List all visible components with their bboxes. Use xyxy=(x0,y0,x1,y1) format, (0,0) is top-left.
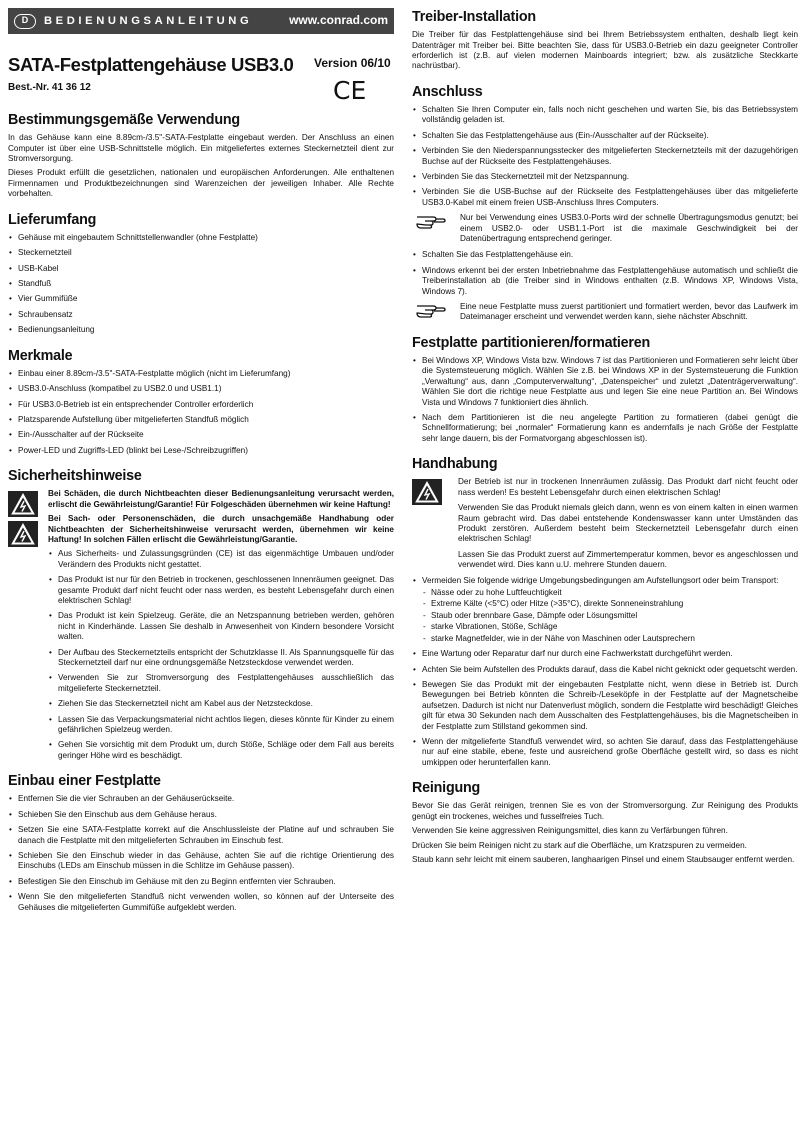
list-item: • Vier Gummifüße xyxy=(8,294,394,304)
list-item: • Verbinden Sie die USB-Buchse auf der Rückseite des Festplattengehäuses über das mitgelieferte USB3.0-Kabel mit einem freien USB-Anschluss Ihres Computers. xyxy=(412,187,798,208)
safety-warning-text: Bei Schäden, die durch Nichtbeachten dieser Bedienungsanleitung verursacht werden, erlischt die Gewährleistung/Garantie! Für Folgeschäden übernehmen wir keine Haftung! xyxy=(48,489,394,509)
list-item: • Lassen Sie das Verpackungsmaterial nicht achtlos liegen, dieses könnte für Kinder zu einem gefährlichen Spielzeug werden. xyxy=(48,715,394,736)
handling-warning-block xyxy=(412,477,798,570)
list-item: • Schalten Sie das Festplattengehäuse aus (Ein-/Ausschalter auf der Rückseite). xyxy=(412,131,798,141)
list-item: • Das Produkt ist kein Spielzeug. Geräte, die an Netzspannung betrieben werden, gehören nicht in Kinderhände. Lassen Sie deshalb in Anwesenheit von Kindern besondere Vorsicht walten. xyxy=(48,611,394,642)
list-item: • Bewegen Sie das Produkt mit der eingebauten Festplatte nicht, wenn diese in Betrieb ist. Durch Bewegungen bei Betrieb könnten die Schreib-/Leseköpfe in der Festplatte auf der Magnetscheibe aufsetzen. Dadurch ist nicht nur Datenverlust möglich, sondern die Festplatte wird beschädigt! Gleiches gilt für etwa 30 Sekunden nach dem Ausschalten des Festplattengehäuses, bis die Magnetscheiben in der Festplatte zum Stillstand gekommen sind. xyxy=(412,680,798,732)
list-item: • Power-LED und Zugriffs-LED (blinkt bei Lese-/Schreibzugriffen) xyxy=(8,446,394,456)
pointing-hand-icon xyxy=(416,302,446,321)
paragraph: Drücken Sie beim Reinigen nicht zu stark auf die Oberfläche, um Kratzspuren zu vermeiden. xyxy=(412,840,747,850)
language-badge: D xyxy=(14,14,36,29)
list-item: • USB-Kabel xyxy=(8,264,394,274)
paragraph: Der Betrieb ist nur in trockenen Innenräumen zulässig. Das Produkt darf nicht feucht oder nass werden! Es besteht Lebensgefahr durch einen elektrischen Schlag! xyxy=(458,477,798,497)
note-partition xyxy=(412,302,798,323)
note-text: Eine neue Festplatte muss zuerst partitioniert und formatiert werden, bevor das Laufwerk im Dateimanager erscheint und verwendet werden kann, siehe nächster Abschnitt. xyxy=(460,302,798,322)
paragraph: Verwenden Sie das Produkt niemals gleich dann, wenn es von einem kalten in einen warmen Raum gebracht wird. Das dabei entstehende Kondenswasser kann unter Umständen das Produkt zerstören. Außerdem besteht beim Steckernetzteil Lebensgefahr durch einen elektrischen Schlag! xyxy=(458,503,798,544)
paragraph: Dieses Produkt erfüllt die gesetzlichen, nationalen und europäischen Anforderungen. Alle enthaltenen Firmennamen und Produktbezeichnungen sind Warenzeichen der jeweiligen Inhaber. Alle Rechte vorbehalten. xyxy=(8,168,394,199)
einbau-list xyxy=(8,794,394,913)
list-item: • Nach dem Partitionieren ist die neu angelegte Partition zu formatieren (dabei genügt die Schnellformatierung; bei „normaler“ Formatierung kann es andernfalls je nach Größe der Festplatte sehr lange dauern, bis der Formatvorgang abgeschlossen ist). xyxy=(412,413,798,444)
list-item: • Verbinden Sie den Niederspannungsstecker des mitgelieferten Steckernetzteils mit der dazugehörigen Buchse auf der Rückseite des Festplattengehäuses. xyxy=(412,146,798,167)
warning-icons xyxy=(412,479,442,509)
list-item: • Schraubensatz xyxy=(8,310,394,320)
header-title: BEDIENUNGSANLEITUNG xyxy=(44,14,253,27)
paragraph: Lassen Sie das Produkt zuerst auf Zimmertemperatur kommen, bevor es angeschlossen und verwendet wird. Dies kann u.U. mehrere Stunden dauern. xyxy=(458,549,798,570)
high-voltage-warning-icon xyxy=(8,491,38,517)
page-title: SATA-Festplattengehäuse USB3.0 xyxy=(8,54,294,75)
list-item: • Wenn Sie den mitgelieferten Standfuß nicht verwenden wollen, so können auf der Unterseite des Gehäuses die mitgelieferten Gummifüße aufgeklebt werden. xyxy=(8,892,394,913)
list-item: • Schieben Sie den Einschub wieder in das Gehäuse, achten Sie auf die richtige Orientierung des Einschubs (LEDs am Einschub müssen in die Schlitze im Gehäuse passen). xyxy=(8,851,394,872)
safety-block xyxy=(8,489,394,761)
conditions-list xyxy=(422,588,798,644)
list-item: • Schalten Sie Ihren Computer ein, falls noch nicht geschehen und warten Sie, bis das Betriebssystem vollständig geladen ist. xyxy=(412,105,798,126)
list-item: • Aus Sicherheits- und Zulassungsgründen (CE) ist das eigenmächtige Umbauen und/oder Verändern des Produkts nicht gestattet. xyxy=(48,549,394,570)
header-url: www.conrad.com xyxy=(289,13,388,28)
list-item: - Nässe oder zu hohe Luftfeuchtigkeit xyxy=(422,588,798,598)
paragraph: Verwenden Sie keine aggressiven Reinigungsmittel, dies kann zu Verfärbungen führen. xyxy=(412,826,728,836)
heading-treiber: Treiber-Installation xyxy=(412,9,536,25)
list-item xyxy=(412,576,798,644)
version-label: Version 06/10 xyxy=(314,56,391,70)
high-voltage-warning-icon xyxy=(412,479,442,505)
list-item: • USB3.0-Anschluss (kompatibel zu USB2.0 und USB1.1) xyxy=(8,384,394,394)
list-item: - Staub oder brennbare Gase, Dämpfe oder Lösungsmittel xyxy=(422,611,798,621)
list-item: • Windows erkennt bei der ersten Inbetriebnahme das Festplattengehäuse automatisch und schließt die Treiberinstallation ab (die Treiber sind in Windows enthalten (z.B. Windows XP, Windows Vista, Windows 7). xyxy=(412,266,798,297)
list-item: • Gehen Sie vorsichtig mit dem Produkt um, durch Stöße, Schläge oder dem Fall aus bereits geringer Höhe wird es beschädigt. xyxy=(48,740,394,761)
anschluss-list xyxy=(412,105,798,208)
list-item: - starke Magnetfelder, wie in der Nähe von Maschinen oder Lautsprechern xyxy=(422,634,798,644)
order-number: Best.-Nr. 41 36 12 xyxy=(8,82,91,94)
heading-merkmale: Merkmale xyxy=(8,347,73,364)
list-item: • Steckernetzteil xyxy=(8,248,394,258)
list-item: • Eine Wartung oder Reparatur darf nur durch eine Fachwerkstatt durchgeführt werden. xyxy=(412,649,798,659)
partition-list xyxy=(412,356,798,444)
heading-einbau: Einbau einer Festplatte xyxy=(8,773,161,790)
safety-warning-text: Bei Sach- oder Personenschäden, die durch unsachgemäße Handhabung oder Nichtbeachten der Sicherheitshinweise verursacht werden, übernehmen wir keine Haftung! In solchen Fällen erlischt die Gewährleistung/Garantie. xyxy=(48,514,394,544)
heading-anschluss: Anschluss xyxy=(412,83,483,100)
paragraph: Bevor Sie das Gerät reinigen, trennen Sie es von der Stromversorgung. Zur Reinigung des Produkts genügt ein trockenes, weiches und fusselfreies Tuch. xyxy=(412,801,798,821)
heading-bestimmung: Bestimmungsgemäße Verwendung xyxy=(8,112,240,128)
list-item: • Bedienungsanleitung xyxy=(8,325,394,335)
list-item: • Verwenden Sie zur Stromversorgung des Festplattengehäuses ausschließlich das mitgelieferte Steckernetzteil. xyxy=(48,673,394,694)
ce-mark-icon: CE xyxy=(333,76,367,105)
left-column xyxy=(8,8,394,918)
list-item: • Das Produkt ist nur für den Betrieb in trockenen, geschlossenen Innenräumen geeignet. Das gesamte Produkt darf nicht feucht oder nass werden, es besteht Lebensgefahr durch einen elektrischen Schlag! xyxy=(48,575,394,606)
paragraph: Staub kann sehr leicht mit einem sauberen, langhaarigen Pinsel und einem Staubsauger entfernt werden. xyxy=(412,854,795,864)
list-item: • Verbinden Sie das Steckernetzteil mit der Netzspannung. xyxy=(412,172,798,182)
heading-lieferumfang: Lieferumfang xyxy=(8,211,97,228)
lieferumfang-list xyxy=(8,233,394,336)
merkmale-list xyxy=(8,369,394,456)
heading-sicherheit: Sicherheitshinweise xyxy=(8,468,142,485)
list-item: • Schalten Sie das Festplattengehäuse ein. xyxy=(412,250,798,260)
right-column xyxy=(412,8,798,869)
list-item: • Platzsparende Aufstellung über mitgelieferten Standfuß möglich xyxy=(8,415,394,425)
title-block xyxy=(8,53,394,111)
heading-reinigung: Reinigung xyxy=(412,780,481,797)
list-item: • Für USB3.0-Betrieb ist ein entsprechender Controller erforderlich xyxy=(8,400,394,410)
list-item: • Standfuß xyxy=(8,279,394,289)
warning-icons xyxy=(8,491,38,551)
list-item: - Extreme Kälte (<5°C) oder Hitze (>35°C), direkte Sonneneinstrahlung xyxy=(422,599,798,609)
paragraph: Die Treiber für das Festplattengehäuse sind bei Ihrem Betriebssystem enthalten, deshalb liegt kein Datenträger mit Treiber bei. Bitte beachten Sie, dass für USB3.0-Betrieb ein dazu geeigneter Controller erforderlich ist (z.B. auf vielen modernen Mainboards integriert; bzw. als zusätzliche Steckkarte nachrüstbar). xyxy=(412,30,798,71)
header-bar xyxy=(8,8,394,34)
note-text: Nur bei Verwendung eines USB3.0-Ports wird der schnelle Übertragungsmodus genutzt; bei einem USB2.0- oder USB1.1-Port ist die maximale Geschwindigkeit bei der Datenübertragung entsprechend geringer. xyxy=(460,213,798,243)
list-item: • Setzen Sie eine SATA-Festplatte korrekt auf die Anschlussleiste der Platine auf und schrauben Sie danach die Festplatte mit den mitgelieferten Schrauben im Einschub fest. xyxy=(8,825,394,846)
anschluss-list-2 xyxy=(412,250,798,297)
list-item: • Der Aufbau des Steckernetzteils entspricht der Schutzklasse II. Als Spannungsquelle für das Steckernetzteil darf nur eine ordnungsgemäße Netzsteckdose verwendet werden. xyxy=(48,648,394,669)
list-item: • Ziehen Sie das Steckernetzteil nicht am Kabel aus der Netzsteckdose. xyxy=(48,699,394,709)
safety-list xyxy=(48,549,394,761)
handling-list xyxy=(412,576,798,769)
note-usb-speed xyxy=(412,213,798,244)
heading-handhabung: Handhabung xyxy=(412,456,498,473)
high-voltage-warning-icon xyxy=(8,521,38,547)
list-item: • Gehäuse mit eingebautem Schnittstellenwandler (ohne Festplatte) xyxy=(8,233,394,243)
heading-partition: Festplatte partitionieren/formatieren xyxy=(412,334,651,351)
list-item: • Wenn der mitgelieferte Standfuß verwendet wird, so achten Sie darauf, dass das Festplattengehäuse nur auf eine stabile, ebene, feste und ausreichend große Oberfläche gestellt wird, so dass es nicht umkippen oder herunterfallen kann. xyxy=(412,737,798,768)
paragraph: In das Gehäuse kann eine 8.89cm-/3.5"-SATA-Festplatte eingebaut werden. Der Anschluss an einen Computer ist über eine USB-Schnittstelle möglich. Ein mitgeliefertes externes Steckernetzteil dient zur Stromversorgung. xyxy=(8,133,394,163)
list-item: • Bei Windows XP, Windows Vista bzw. Windows 7 ist das Partitionieren und Formatieren sehr leicht über die Systemsteuerung möglich. Wählen Sie z.B. bei Windows XP in der Systemsteuerung die Funktion „Verwaltung“ aus, dann „Computerverwaltung“, „Datenspeicher“ und zuletzt „Datenträgerverwaltung“. Wählen Sie dort die richtige neue Festplatte aus und legen Sie eine neue Partition an. Bei Windows Vista und Windows 7 funktioniert dies ähnlich. xyxy=(412,356,798,408)
list-item: • Befestigen Sie den Einschub im Gehäuse mit den zu Beginn entfernten vier Schrauben. xyxy=(8,877,394,887)
list-item-text: Vermeiden Sie folgende widrige Umgebungsbedingungen am Aufstellungsort oder beim Transport: xyxy=(422,575,779,585)
list-item: • Ein-/Ausschalter auf der Rückseite xyxy=(8,430,394,440)
pointing-hand-icon xyxy=(416,213,446,232)
list-item: - starke Vibrationen, Stöße, Schläge xyxy=(422,622,798,632)
list-item: • Entfernen Sie die vier Schrauben an der Gehäuserückseite. xyxy=(8,794,394,804)
list-item: • Einbau einer 8.89cm-/3.5"-SATA-Festplatte möglich (nicht im Lieferumfang) xyxy=(8,369,394,379)
list-item: • Achten Sie beim Aufstellen des Produkts darauf, dass die Kabel nicht geknickt oder gequetscht werden. xyxy=(412,665,798,675)
list-item: • Schieben Sie den Einschub aus dem Gehäuse heraus. xyxy=(8,810,394,820)
